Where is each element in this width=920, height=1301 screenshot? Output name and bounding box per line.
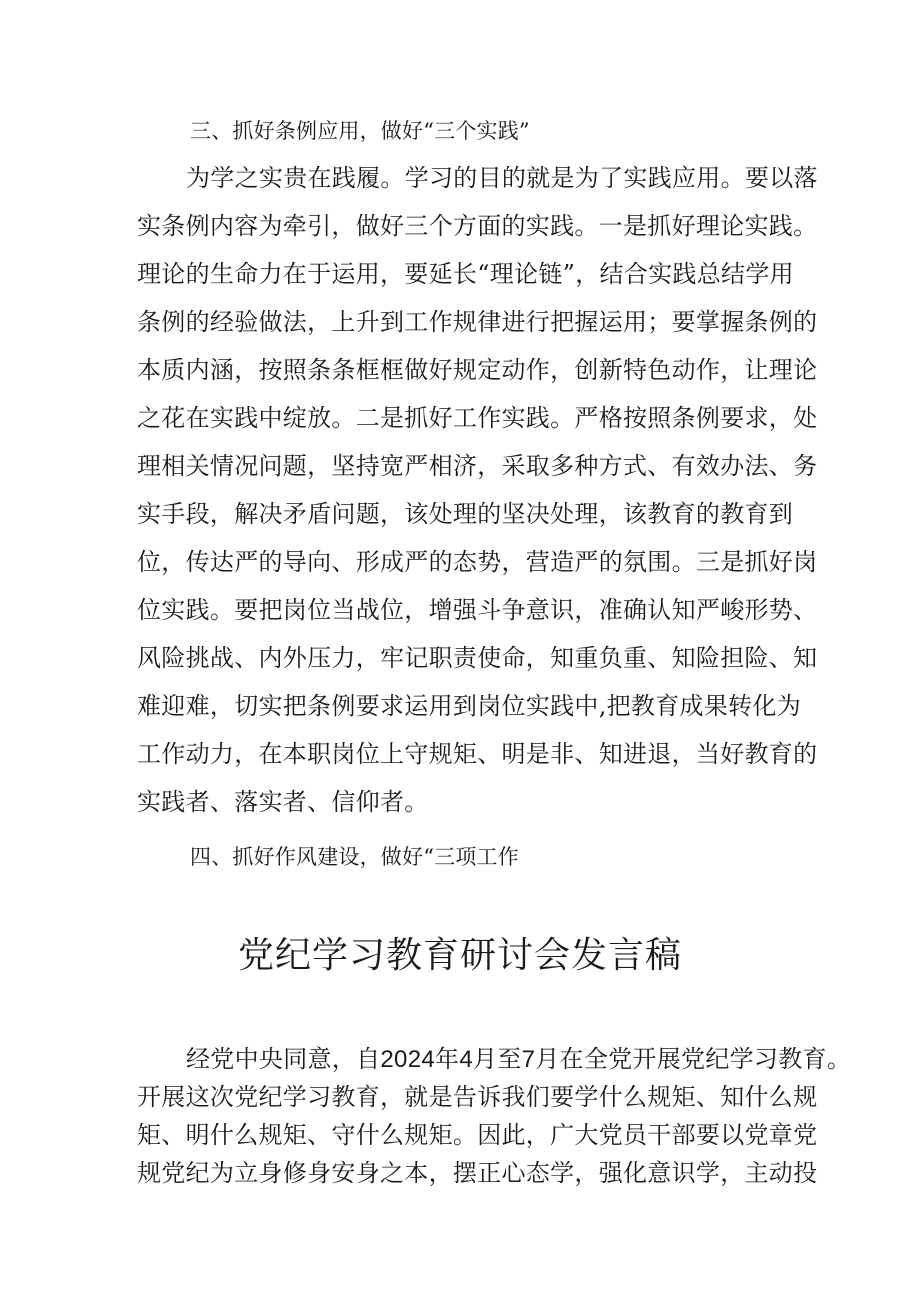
- intro-line-2: 开展这次党纪学习教育，就是告诉我们要学什么规矩、知什么规: [137, 1083, 818, 1111]
- section-3-line-8: 实手段，解决矛盾问题，该处理的坚决处理，该教育的教育到: [137, 500, 794, 528]
- section-3-line-2: 实条例内容为牵引，做好三个方面的实践。一是抓好理论实践。: [137, 212, 818, 240]
- section-3-line-6: 之花在实践中绽放。二是抓好工作实践。严格按照条例要求，处: [137, 404, 818, 432]
- section-3-line-14: 实践者、落实者、信仰者。: [137, 788, 429, 816]
- intro-line-3: 矩、明什么规矩、守什么规矩。因此，广大党员干部要以党章党: [137, 1121, 818, 1149]
- section-3-line-5: 本质内涵，按照条条框框做好规定动作，创新特色动作，让理论: [137, 356, 818, 384]
- section-3-line-9: 位，传达严的导向、形成严的态势，营造严的氛围。三是抓好岗: [137, 548, 818, 576]
- section-4-heading: 四、抓好作风建设，做好“三项工作: [190, 845, 519, 869]
- section-3-line-12: 难迎难，切实把条例要求运用到岗位实践中,把教育成果转化为: [137, 692, 802, 720]
- intro-line-1: [186, 1044, 851, 1075]
- intro-line-1-pre: 经党中央同意，自: [186, 1045, 381, 1073]
- intro-year: 2024: [380, 1046, 435, 1073]
- section-3-line-10: 位实践。要把岗位当战位，增强斗争意识，准确认知严峻形势、: [137, 596, 818, 624]
- section-3-line-7: 理相关情况问题，坚持宽严相济，采取多种方式、有效办法、务: [137, 452, 818, 480]
- intro-month-start: 4: [459, 1046, 473, 1073]
- section-3-line-1: 为学之实贵在践履。学习的目的就是为了实践应用。要以落: [186, 164, 818, 192]
- section-3-line-13: 工作动力，在本职岗位上守规矩、明是非、知进退，当好教育的: [137, 740, 818, 768]
- section-3-heading: 三、抓好条例应用，做好“三个实践”: [190, 119, 530, 143]
- intro-month-end: 7: [521, 1046, 536, 1073]
- intro-year-suffix: 年: [435, 1045, 460, 1073]
- intro-line-1-post: 月在全党开展党纪学习教育。: [535, 1045, 852, 1073]
- section-3-line-11: 风险挑战、内外压力，牢记职责使命，知重负重、知险担险、知: [137, 644, 818, 672]
- section-3-line-3: 理论的生命力在于运用，要延长“理论链”，结合实践总结学用: [137, 260, 794, 288]
- intro-month-connector: 月至: [472, 1045, 522, 1073]
- intro-line-4: 规党纪为立身修身安身之本，摆正心态学，强化意识学，主动投: [137, 1159, 818, 1187]
- document-title: 党纪学习教育研讨会发言稿: [237, 935, 682, 976]
- section-3-line-4: 条例的经验做法，上升到工作规律进行把握运用；要掌握条例的: [137, 308, 818, 336]
